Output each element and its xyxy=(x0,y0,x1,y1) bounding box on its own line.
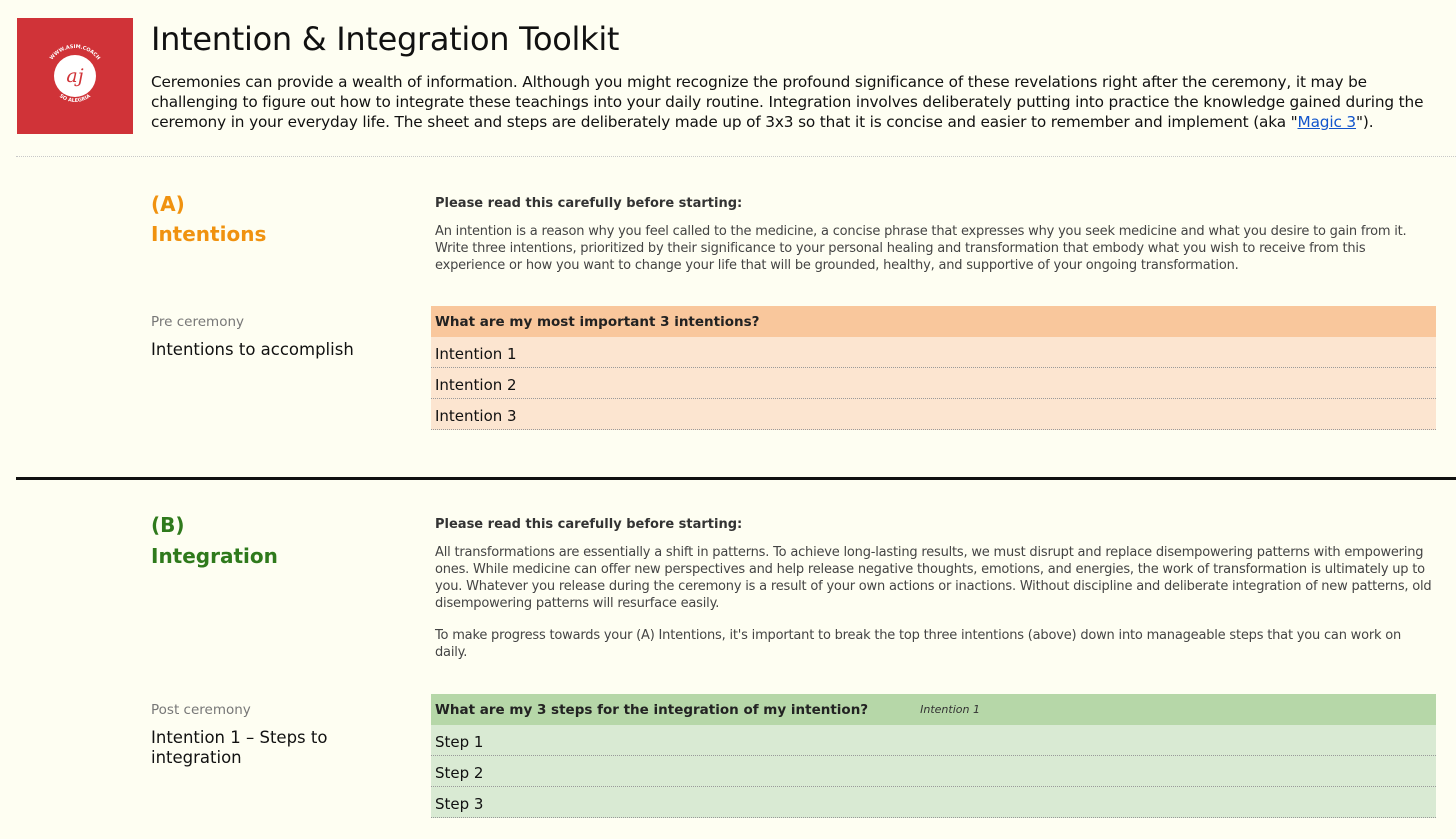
integration-table-note: Intention 1 xyxy=(920,703,980,716)
page-title: Intention & Integration Toolkit xyxy=(151,20,620,58)
intentions-table-header: What are my most important 3 intentions? xyxy=(431,306,1436,337)
table-row[interactable] xyxy=(431,368,1436,399)
section-b-read-body-2: To make progress towards your (A) Intentions, it's important to break the top three intentions (above) down into manageable steps that you can work on daily. xyxy=(435,628,1402,660)
logo-arc-bottom: SO ALEGRIA xyxy=(58,93,92,105)
section-b-letter: (B) xyxy=(151,513,185,537)
table-row[interactable] xyxy=(431,337,1436,368)
section-a-read-body: An intention is a reason why you feel called to the medicine, a concise phrase that expresses why you seek medicine and what you desire to gain from it. Write three intentions, prioritized by their significance to your personal healing and transformation that embody what you wish to receive from this experience or how you want to change your life that will be grounded, healthy, and supportive of your ongoing transformation. xyxy=(435,224,1407,273)
logo-arc-top: WWW.ASIM.COACH xyxy=(48,43,102,62)
intro-text: Ceremonies can provide a wealth of information. Although you might recognize the profound significance of these revelations right after the ceremony, it may be challenging to figure out how to integrate these teachings into your daily routine. Integration involves deliberately putting into practice the knowledge gained during the ceremony in your everyday life. The sheet and steps are deliberately made up of 3x3 so that it is concise and easier to remember and implement (aka " xyxy=(151,73,1424,131)
table-row[interactable] xyxy=(431,399,1436,430)
intentions-table xyxy=(431,306,1436,430)
section-a-read-heading: Please read this carefully before starting: xyxy=(435,196,743,211)
section-a-letter: (A) xyxy=(151,192,185,216)
header-divider xyxy=(16,156,1456,157)
intention-2-cell: Intention 2 xyxy=(435,376,517,394)
section-b-phase-title: Intention 1 – Steps to integration xyxy=(151,728,328,767)
section-b-name: Integration xyxy=(151,544,278,568)
intro-paragraph xyxy=(151,72,1441,132)
section-a-phase-title: Intentions to accomplish xyxy=(151,340,354,359)
section-divider xyxy=(16,477,1456,480)
logo-circle xyxy=(54,55,96,97)
step-1-cell: Step 1 xyxy=(435,733,484,751)
intro-text-end: "). xyxy=(1356,113,1374,131)
table-row[interactable] xyxy=(431,756,1436,787)
section-b-read-body-1: All transformations are essentially a shift in patterns. To achieve long-lasting results, we must disrupt and replace disempowering patterns with empowering ones. While medicine can offer new perspectives and help release negative thoughts, emotions, and energies, the work of transformation is ultimately up to you. Whatever you release during the ceremony is a result of your own actions or inactions. Without discipline and deliberate integration of new patterns, old disempowering patterns will resurface easily. xyxy=(435,545,1432,611)
section-b-phase: Post ceremony xyxy=(151,702,251,718)
magic-3-link[interactable]: Magic 3 xyxy=(1297,113,1357,131)
logo xyxy=(17,18,133,134)
section-a-name: Intentions xyxy=(151,222,267,246)
section-a-phase: Pre ceremony xyxy=(151,314,244,330)
table-row[interactable] xyxy=(431,787,1436,818)
step-3-cell: Step 3 xyxy=(435,795,484,813)
integration-table-header xyxy=(431,694,1436,725)
table-row[interactable] xyxy=(431,725,1436,756)
intention-3-cell: Intention 3 xyxy=(435,407,517,425)
intention-1-cell: Intention 1 xyxy=(435,345,517,363)
step-2-cell: Step 2 xyxy=(435,764,484,782)
integration-table xyxy=(431,694,1436,818)
integration-table-header-text: What are my 3 steps for the integration of my intention? xyxy=(435,701,869,718)
section-b-read-heading: Please read this carefully before starting: xyxy=(435,517,743,532)
logo-mark: aj xyxy=(66,64,84,87)
